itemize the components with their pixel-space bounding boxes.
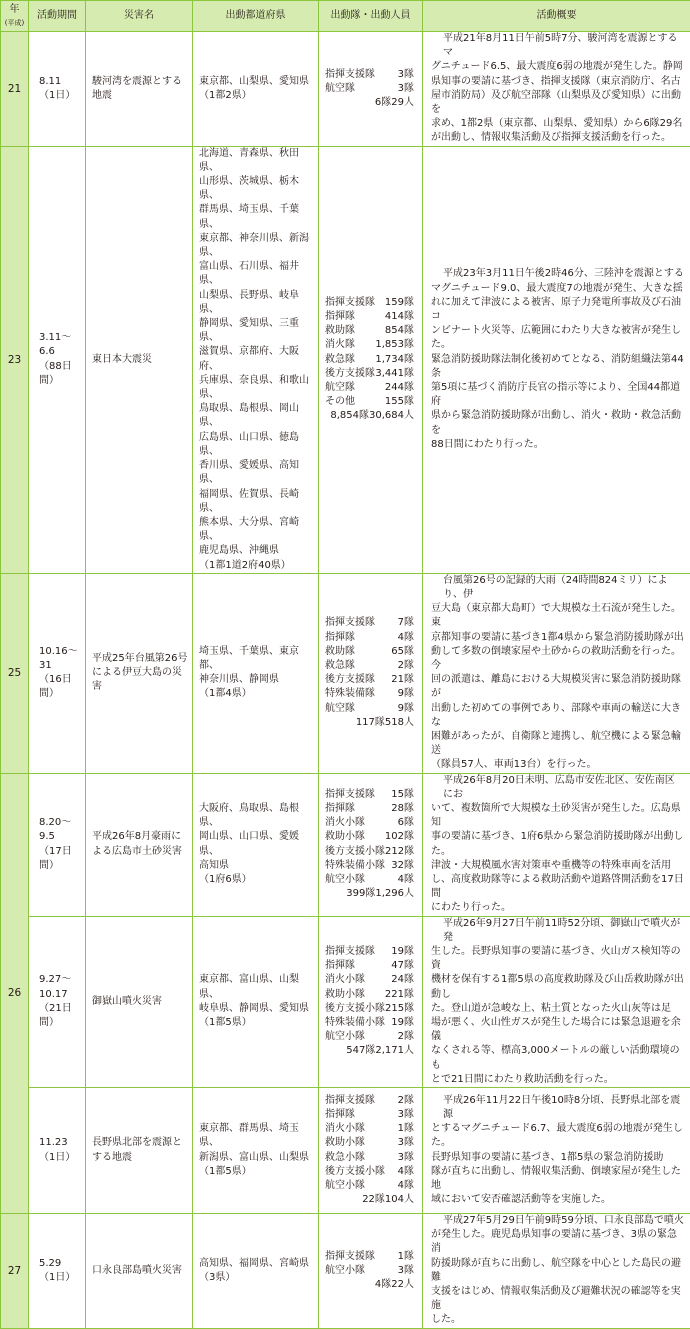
prefecture-line: 神奈川県、静岡県	[199, 673, 316, 687]
unit-line	[325, 659, 414, 673]
unit-count: 9隊	[398, 687, 414, 701]
prefecture-line: 大阪府、鳥取県、島根県、	[199, 802, 316, 830]
prefecture-line: 東京都、山梨県、愛知県	[199, 75, 316, 89]
prefectures-cell	[193, 32, 319, 147]
units-cell	[319, 32, 423, 147]
unit-line	[325, 988, 414, 1002]
unit-line	[325, 296, 414, 310]
unit-count: 7隊	[398, 616, 414, 630]
summary-line: 平成26年8月20日未明、広島市安佐北区、安佐南区にお	[431, 774, 684, 802]
unit-type: 救急隊	[325, 659, 355, 673]
disaster-name-line: 駿河湾を震源とする	[92, 75, 188, 89]
unit-type: 指揮支援隊	[325, 616, 375, 630]
period-line: （1日）	[39, 1151, 85, 1165]
unit-type: 指揮支援隊	[325, 1094, 375, 1108]
unit-type: 救助小隊	[325, 1136, 365, 1150]
unit-count: 19隊	[391, 1016, 414, 1030]
unit-count: 215隊	[385, 1002, 414, 1016]
period-line: （88日間）	[39, 360, 85, 388]
unit-count: 2隊	[398, 1030, 414, 1044]
summary-line: 場が悪く、火山性ガスが発生した場合には緊急退避を余儀	[431, 1016, 684, 1044]
table-row	[1, 146, 690, 573]
unit-line	[325, 645, 414, 659]
prefecture-line: （1都4県）	[199, 687, 316, 701]
unit-total: 22隊104人	[325, 1193, 414, 1207]
unit-line	[325, 310, 414, 324]
prefecture-line: 新潟県、富山県、山梨県	[199, 1151, 316, 1165]
unit-count: 21隊	[391, 673, 414, 687]
unit-line	[325, 873, 414, 887]
prefectures-cell	[193, 916, 319, 1087]
unit-type: 消火小隊	[325, 1122, 365, 1136]
unit-count: 4隊	[398, 1165, 414, 1179]
unit-count: 9隊	[398, 702, 414, 716]
header-prefectures: 出動都道府県	[193, 1, 319, 32]
table-header-row	[1, 1, 690, 32]
unit-type: 消火小隊	[325, 816, 365, 830]
unit-total: 8,854隊30,684人	[325, 409, 414, 423]
table-row	[1, 1088, 690, 1214]
unit-line	[325, 802, 414, 816]
unit-count: 3隊	[398, 1151, 414, 1165]
summary-line: 平成26年9月27日午前11時52分頃、御嶽山で噴火が発	[431, 917, 684, 945]
unit-count: 212隊	[385, 845, 414, 859]
unit-count: 2隊	[398, 1094, 414, 1108]
disaster-name-line: 口永良部島噴火災害	[92, 1264, 188, 1278]
disaster-name-cell	[86, 573, 193, 773]
unit-count: 1隊	[398, 1122, 414, 1136]
unit-type: 救急小隊	[325, 1151, 365, 1165]
header-year: 年 (平成)	[1, 1, 29, 32]
disaster-name-line: 東日本大震災	[92, 353, 188, 367]
summary-cell	[423, 1088, 690, 1214]
unit-total: 117隊518人	[325, 716, 414, 730]
summary-line: 動して多数の倒壊家屋や土砂からの救助活動を行った。今	[431, 645, 684, 673]
summary-line: 求め、1都2県（東京都、山梨県、愛知県）から6隊29名	[431, 117, 684, 131]
period-line: 6.6	[39, 345, 85, 359]
summary-line: 平成27年5月29日午前9時59分頃、口永良部島で噴火	[431, 1214, 684, 1228]
disaster-name-line: 地震	[92, 89, 188, 103]
unit-type: 指揮支援隊	[325, 945, 375, 959]
summary-line: 域において安否確認活動等を実施した。	[431, 1193, 684, 1207]
summary-cell	[423, 32, 690, 147]
prefectures-cell	[193, 1214, 319, 1329]
unit-line	[325, 1264, 414, 1278]
disaster-name-cell	[86, 1088, 193, 1214]
unit-count: 4隊	[398, 631, 414, 645]
period-line: 5.29	[39, 1257, 85, 1271]
unit-line	[325, 631, 414, 645]
unit-line	[325, 338, 414, 352]
unit-line	[325, 687, 414, 701]
year-cell: 25	[1, 573, 29, 773]
unit-type: 航空隊	[325, 381, 355, 395]
year-cell: 21	[1, 32, 29, 147]
unit-type: 救助隊	[325, 645, 355, 659]
prefectures-cell	[193, 146, 319, 573]
unit-line	[325, 1016, 414, 1030]
unit-type: 指揮支援隊	[325, 296, 375, 310]
period-line: （17日間）	[39, 845, 85, 873]
prefectures-cell	[193, 573, 319, 773]
unit-type: 救助小隊	[325, 988, 365, 1002]
unit-line	[325, 845, 414, 859]
disaster-name-line: 平成25年台風第26号	[92, 652, 188, 666]
disaster-name-line: 平成26年8月豪雨に	[92, 830, 188, 844]
period-cell	[29, 146, 86, 573]
summary-line: グニチュード6.5、最大震度6弱の地震が発生した。静岡	[431, 60, 684, 74]
prefecture-line: 鹿児島県、沖縄県	[199, 544, 316, 558]
prefecture-line: 熊本県、大分県、宮崎県、	[199, 516, 316, 544]
summary-line: 屋市消防局）及び航空部隊（山梨県及び愛知県）に出動を	[431, 89, 684, 117]
unit-type: 特殊装備隊	[325, 687, 375, 701]
unit-count: 1,734隊	[375, 353, 414, 367]
unit-count: 159隊	[385, 296, 414, 310]
prefecture-line: 鳥取県、島根県、岡山県、	[199, 402, 316, 430]
period-cell	[29, 1088, 86, 1214]
disaster-name-line: 害	[92, 680, 188, 694]
summary-line: 津波・大規模風水害対策車や重機等の特殊車両を活用	[431, 859, 684, 873]
summary-line: れに加えて津波による被害、原子力発電所事故及び石油コ	[431, 296, 684, 324]
unit-type: 消火隊	[325, 338, 355, 352]
prefecture-line: 東京都、群馬県、埼玉県、	[199, 1122, 316, 1150]
unit-type: 指揮隊	[325, 310, 355, 324]
summary-line: 台風第26号の記録的大雨（24時間824ミリ）により、伊	[431, 574, 684, 602]
unit-line	[325, 945, 414, 959]
unit-line	[325, 1165, 414, 1179]
prefecture-line: 東京都、神奈川県、新潟県、	[199, 232, 316, 260]
unit-type: 後方支援小隊	[325, 1165, 385, 1179]
summary-line: にわたり行った。	[431, 901, 684, 915]
unit-type: 救急隊	[325, 353, 355, 367]
unit-type: 航空小隊	[325, 1264, 365, 1278]
period-line: （1日）	[39, 89, 85, 103]
disaster-name-cell	[86, 146, 193, 573]
header-summary: 活動概要	[423, 1, 690, 32]
unit-line	[325, 395, 414, 409]
prefecture-line: 高知県	[199, 859, 316, 873]
summary-line: 平成23年3月11日午後2時46分、三陸沖を震源とする	[431, 267, 684, 281]
unit-count: 4隊	[398, 873, 414, 887]
unit-line	[325, 68, 414, 82]
unit-count: 1隊	[398, 1250, 414, 1264]
unit-count: 1,853隊	[375, 338, 414, 352]
header-disaster: 災害名	[86, 1, 193, 32]
unit-type: 特殊装備小隊	[325, 859, 385, 873]
unit-type: その他	[325, 395, 355, 409]
unit-line	[325, 82, 414, 96]
prefecture-line: 岐阜県、静岡県、愛知県	[199, 1002, 316, 1016]
period-line: 10.16～31	[39, 645, 85, 673]
unit-count: 155隊	[385, 395, 414, 409]
summary-line: 出動した初めての事例であり、部隊や車両の輸送に大きな	[431, 702, 684, 730]
unit-type: 指揮支援隊	[325, 68, 375, 82]
header-units: 出動隊・出動人員	[319, 1, 423, 32]
unit-type: 後方支援小隊	[325, 1002, 385, 1016]
prefectures-cell	[193, 773, 319, 916]
unit-count: 4隊	[398, 1179, 414, 1193]
summary-line: 困難があったが、自衛隊と連携し、航空機による緊急輸送	[431, 730, 684, 758]
unit-count: 47隊	[391, 959, 414, 973]
summary-line: した。	[431, 1313, 684, 1327]
prefecture-line: 高知県、福岡県、宮崎県	[199, 1257, 316, 1271]
summary-line: （隊員57人、車両13台）を行った。	[431, 758, 684, 772]
units-cell	[319, 146, 423, 573]
unit-type: 後方支援隊	[325, 367, 375, 381]
unit-type: 指揮隊	[325, 631, 355, 645]
prefecture-line: 岡山県、山口県、愛媛県、	[199, 830, 316, 858]
unit-line	[325, 1030, 414, 1044]
disaster-name-line: 御嶽山噴火災害	[92, 995, 188, 1009]
units-cell	[319, 1088, 423, 1214]
summary-line: 第5項に基づく消防庁長官の指示等により、全国44都道府	[431, 381, 684, 409]
summary-line: とするマグニチュード6.7、最大震度6弱の地震が発生した。	[431, 1122, 684, 1150]
unit-type: 後方支援隊	[325, 673, 375, 687]
summary-line: いて、複数箇所で大規模な土砂災害が発生した。広島県知	[431, 802, 684, 830]
summary-line: 回の派遣は、離島における大規模災害に緊急消防援助隊が	[431, 673, 684, 701]
unit-type: 救助小隊	[325, 830, 365, 844]
summary-line: 平成21年8月11日午前5時7分、駿河湾を震源とするマ	[431, 32, 684, 60]
unit-type: 航空小隊	[325, 873, 365, 887]
prefecture-line: 山梨県、長野県、岐阜県、	[199, 289, 316, 317]
summary-line: 生した。長野県知事の要請に基づき、火山ガス検知等の資	[431, 945, 684, 973]
unit-line	[325, 959, 414, 973]
prefecture-line: （1都5県）	[199, 1165, 316, 1179]
unit-line	[325, 1179, 414, 1193]
unit-count: 2隊	[398, 659, 414, 673]
year-cell: 26	[1, 773, 29, 1213]
year-cell: 27	[1, 1214, 29, 1329]
unit-count: 24隊	[391, 973, 414, 987]
period-line: （21日間）	[39, 1002, 85, 1030]
unit-line	[325, 1108, 414, 1122]
unit-type: 航空隊	[325, 82, 355, 96]
summary-cell	[423, 773, 690, 916]
unit-line	[325, 973, 414, 987]
prefecture-line: 北海道、青森県、秋田県、	[199, 147, 316, 175]
summary-line: 事の要請に基づき、1府6県から緊急消防援助隊が出動した。	[431, 830, 684, 858]
units-cell	[319, 916, 423, 1087]
summary-line: マグニチュード9.0、最大震度7の地震が発生、大きな揺	[431, 282, 684, 296]
disaster-name-line: による伊豆大島の災	[92, 666, 188, 680]
prefecture-line: 埼玉県、千葉県、東京都、	[199, 645, 316, 673]
unit-count: 3隊	[398, 82, 414, 96]
unit-type: 航空小隊	[325, 1179, 365, 1193]
unit-count: 3隊	[398, 68, 414, 82]
summary-line: た。登山道が急峻な上、粘土質となった火山灰等は足	[431, 1002, 684, 1016]
prefecture-line: 群馬県、埼玉県、千葉県、	[199, 203, 316, 231]
summary-line: が出動し、情報収集活動及び指揮支援活動を行った。	[431, 131, 684, 145]
unit-type: 指揮支援隊	[325, 1250, 375, 1264]
unit-count: 102隊	[385, 830, 414, 844]
unit-count: 3隊	[398, 1264, 414, 1278]
disaster-name-cell	[86, 773, 193, 916]
table-row	[1, 773, 690, 916]
unit-count: 221隊	[385, 988, 414, 1002]
unit-type: 航空小隊	[325, 1030, 365, 1044]
disaster-name-line: する地震	[92, 1151, 188, 1165]
summary-line: 支援をはじめ、情報収集活動及び避難状況の確認等を実施	[431, 1285, 684, 1313]
prefectures-cell	[193, 1088, 319, 1214]
period-cell	[29, 773, 86, 916]
summary-line: とで21日間にわたり救助活動を行った。	[431, 1073, 684, 1087]
unit-type: 消火小隊	[325, 973, 365, 987]
prefecture-line: （1都2県）	[199, 89, 316, 103]
period-line: 3.11～	[39, 331, 85, 345]
summary-line: 平成26年11月22日午後10時8分頃、長野県北部を震源	[431, 1094, 684, 1122]
summary-line: し、高度救助隊等による救助活動や道路啓開活動を17日間	[431, 873, 684, 901]
period-cell	[29, 916, 86, 1087]
period-cell	[29, 573, 86, 773]
unit-line	[325, 1136, 414, 1150]
unit-count: 3隊	[398, 1136, 414, 1150]
summary-line: 緊急消防援助隊法制化後初めてとなる、消防組織法第44条	[431, 353, 684, 381]
period-line: 9.27～	[39, 973, 85, 987]
unit-line	[325, 702, 414, 716]
unit-line	[325, 816, 414, 830]
unit-line	[325, 353, 414, 367]
summary-cell	[423, 1214, 690, 1329]
unit-count: 6隊	[398, 816, 414, 830]
period-cell	[29, 1214, 86, 1329]
unit-type: 特殊装備小隊	[325, 1016, 385, 1030]
unit-count: 65隊	[391, 645, 414, 659]
unit-count: 3隊	[398, 1108, 414, 1122]
prefecture-line: 富山県、石川県、福井県、	[199, 260, 316, 288]
units-cell	[319, 773, 423, 916]
unit-line	[325, 788, 414, 802]
prefecture-line: 福岡県、佐賀県、長崎県、	[199, 488, 316, 516]
period-line: 9.5	[39, 830, 85, 844]
summary-line: が発生した。鹿児島県知事の要請に基づき、3県の緊急消	[431, 1228, 684, 1256]
unit-total: 4隊22人	[325, 1278, 414, 1292]
unit-total: 6隊29人	[325, 96, 414, 110]
summary-line: 88日間にわたり行った。	[431, 438, 684, 452]
unit-line	[325, 830, 414, 844]
disaster-name-cell	[86, 1214, 193, 1329]
header-period: 活動期間	[29, 1, 86, 32]
units-cell	[319, 1214, 423, 1329]
unit-count: 244隊	[385, 381, 414, 395]
disaster-name-line: 長野県北部を震源と	[92, 1136, 188, 1150]
unit-count: 414隊	[385, 310, 414, 324]
summary-line: なくされる等、標高3,000メートルの厳しい活動環境のも	[431, 1044, 684, 1072]
disaster-name-line: よる広島市土砂災害	[92, 845, 188, 859]
prefecture-line: （1都1道2府40県）	[199, 559, 316, 573]
unit-type: 指揮隊	[325, 1108, 355, 1122]
prefecture-line: 山形県、茨城県、栃木県、	[199, 175, 316, 203]
unit-type: 航空隊	[325, 702, 355, 716]
summary-line: 県知事の要請に基づき、指揮支援隊（東京消防庁、名古	[431, 75, 684, 89]
prefecture-line: 兵庫県、奈良県、和歌山県、	[199, 374, 316, 402]
table-row	[1, 573, 690, 773]
unit-total: 399隊1,296人	[325, 887, 414, 901]
year-cell: 23	[1, 146, 29, 573]
summary-cell	[423, 146, 690, 573]
unit-count: 854隊	[385, 324, 414, 338]
unit-type: 救助隊	[325, 324, 355, 338]
table-row	[1, 916, 690, 1087]
summary-cell	[423, 916, 690, 1087]
prefecture-line: 香川県、愛媛県、高知県、	[199, 459, 316, 487]
summary-line: 長野県知事の要請に基づき、1都5県の緊急消防援助	[431, 1151, 684, 1165]
period-line: 10.17	[39, 988, 85, 1002]
prefecture-line: 東京都、富山県、山梨県、	[199, 973, 316, 1001]
unit-count: 19隊	[391, 945, 414, 959]
unit-count: 32隊	[391, 859, 414, 873]
unit-line	[325, 381, 414, 395]
period-line: （16日間）	[39, 673, 85, 701]
prefecture-line: （1府6県）	[199, 873, 316, 887]
summary-line: ンビナート火災等、広範囲にわたり大きな被害が発生した。	[431, 324, 684, 352]
units-cell	[319, 573, 423, 773]
prefecture-line: 滋賀県、京都府、大阪府、	[199, 345, 316, 373]
disaster-name-cell	[86, 32, 193, 147]
summary-line: 県から緊急消防援助隊が出動し、消火・救助・救急活動を	[431, 409, 684, 437]
disaster-name-cell	[86, 916, 193, 1087]
unit-type: 指揮支援隊	[325, 788, 375, 802]
unit-line	[325, 1094, 414, 1108]
summary-line: 隊が直ちに出動し、情報収集活動、倒壊家屋が発生した地	[431, 1165, 684, 1193]
unit-type: 指揮隊	[325, 802, 355, 816]
summary-line: 京都知事の要請に基づき1都4県から緊急消防援助隊が出	[431, 631, 684, 645]
period-line: 8.11	[39, 75, 85, 89]
unit-line	[325, 1122, 414, 1136]
unit-total: 547隊2,171人	[325, 1044, 414, 1058]
table-row	[1, 1214, 690, 1329]
unit-count: 3,441隊	[375, 367, 414, 381]
summary-cell	[423, 573, 690, 773]
unit-count: 28隊	[391, 802, 414, 816]
unit-line	[325, 1151, 414, 1165]
prefecture-line: 広島県、山口県、徳島県、	[199, 431, 316, 459]
period-line: 11.23	[39, 1136, 85, 1150]
summary-line: 機材を保有する1都5県の高度救助隊及び山岳救助隊が出動し	[431, 973, 684, 1001]
unit-type: 後方支援小隊	[325, 845, 385, 859]
unit-type: 指揮隊	[325, 959, 355, 973]
unit-line	[325, 616, 414, 630]
unit-line	[325, 1002, 414, 1016]
unit-count: 15隊	[391, 788, 414, 802]
summary-line: 豆大島（東京都大島町）で大規模な土石流が発生した。東	[431, 602, 684, 630]
prefecture-line: 静岡県、愛知県、三重県、	[199, 317, 316, 345]
period-line: （1日）	[39, 1271, 85, 1285]
unit-line	[325, 324, 414, 338]
prefecture-line: （1都5県）	[199, 1016, 316, 1030]
unit-line	[325, 673, 414, 687]
unit-line	[325, 859, 414, 873]
prefecture-line: （3県）	[199, 1271, 316, 1285]
period-cell	[29, 32, 86, 147]
unit-line	[325, 1250, 414, 1264]
table-row	[1, 32, 690, 147]
summary-line: 防援助隊が直ちに出動し、航空隊を中心とした島民の避難	[431, 1257, 684, 1285]
unit-line	[325, 367, 414, 381]
period-line: 8.20～	[39, 816, 85, 830]
